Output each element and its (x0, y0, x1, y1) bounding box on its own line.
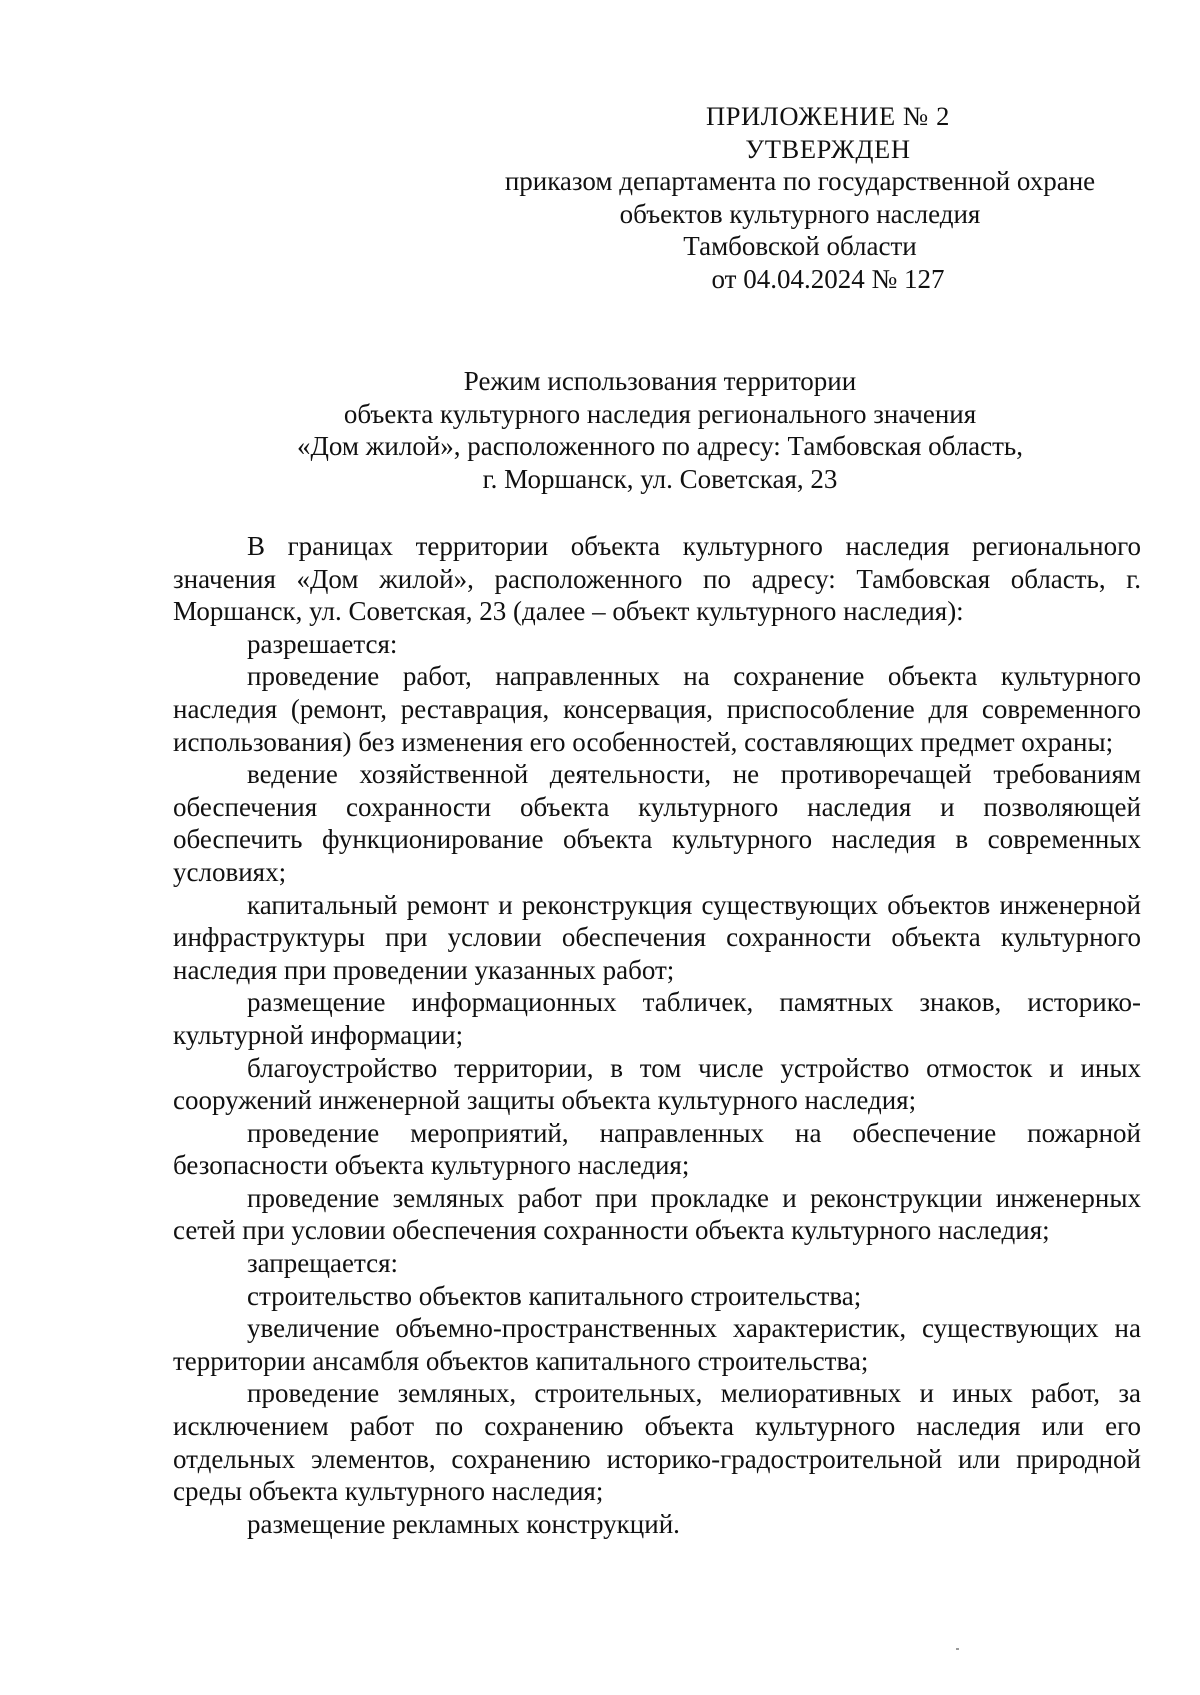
forbidden-item: увеличение объемно-пространственных характеристик, существующих на территории ансамбля объектов капитального строительства; (173, 1313, 1141, 1376)
allowed-item: благоустройство территории, в том числе устройство отмосток и иных сооружений инженерной защиты объекта культурного наследия; (173, 1052, 1141, 1116)
document-body (173, 530, 1141, 1540)
approval-date-number: от 04.04.2024 № 127 (711, 263, 945, 294)
intro-paragraph: В границах территории объекта культурного наследия регионального значения «Дом жилой», расположенного по адресу: Тамбовская область, г. Моршанск, ул. Советская, 23 (далее – объект культурного наследия): (173, 531, 1141, 627)
approval-block (470, 100, 1130, 296)
forbidden-item: размещение рекламных конструкций. (247, 1508, 680, 1539)
approval-region-line: Тамбовской области (683, 231, 917, 262)
forbidden-item: строительство объектов капитального строительства; (247, 1280, 862, 1311)
allowed-item: проведение земляных работ при прокладке и реконструкции инженерных сетей при условии обеспечения сохранности объекта культурного наследия; (173, 1182, 1141, 1246)
title-line-1: Режим использования территории (463, 366, 857, 396)
forbidden-heading: запрещается: (247, 1248, 399, 1279)
approval-order-line: приказом департамента по государственной охране (504, 166, 1096, 197)
forbidden-item: проведение земляных, строительных, мелиоративных и иных работ, за исключением работ по сохранению объекта культурного наследия или его отдельных элементов, сохранению историко-градостроительной или природной среды объекта культурного наследия; (173, 1378, 1141, 1507)
title-line-3: «Дом жилой», расположенного по адресу: Тамбовская область, (297, 431, 1023, 462)
title-line-2: объекта культурного наследия регионального значения (343, 398, 977, 429)
allowed-item: капитальный ремонт и реконструкция существующих объектов инженерной инфраструктуры при условии обеспечения сохранности объекта культурного наследия при проведении указанных работ; (173, 889, 1141, 985)
document-title (240, 365, 1080, 495)
appendix-number: ПРИЛОЖЕНИЕ № 2 (705, 101, 951, 131)
approved-label: УТВЕРЖДЕН (745, 133, 911, 164)
allowed-item: размещение информационных табличек, памятных знаков, историко-культурной информации; (173, 987, 1141, 1050)
allowed-item: проведение работ, направленных на сохранение объекта культурного наследия (ремонт, реставрация, консервация, приспособление для современного использования) без изменения его особенностей, составляющих предмет охраны; (173, 661, 1141, 757)
title-line-4: г. Моршанск, ул. Советская, 23 (482, 463, 838, 494)
allowed-item: ведение хозяйственной деятельности, не противоречащей требованиям обеспечения сохранности объекта культурного наследия и позволяющей обеспечить функционирование объекта культурного наследия в современных условиях; (173, 759, 1141, 887)
approval-department-line: объектов культурного наследия (619, 198, 981, 229)
scan-artifact (956, 1648, 959, 1650)
allowed-item: проведение мероприятий, направленных на обеспечение пожарной безопасности объекта культурного наследия; (173, 1117, 1141, 1181)
allowed-heading: разрешается: (247, 628, 398, 659)
